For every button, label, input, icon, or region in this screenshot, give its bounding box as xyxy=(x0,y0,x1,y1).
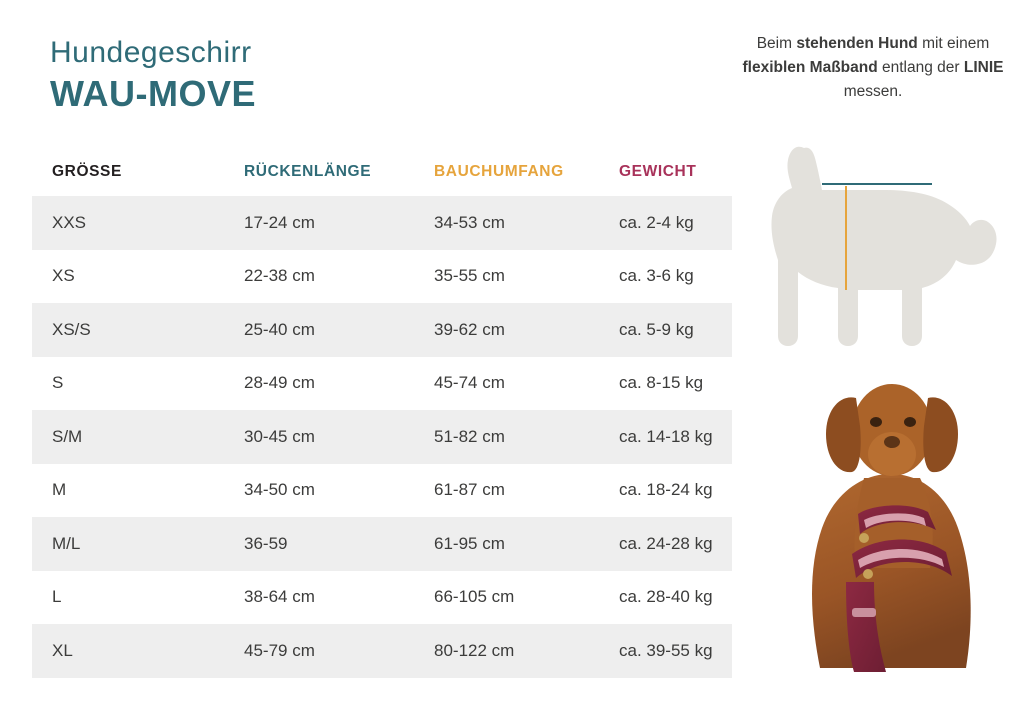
cell-weight: ca. 39-55 kg xyxy=(619,640,713,660)
cell-belly-girth: 35-55 cm xyxy=(434,266,505,286)
column-header-weight: GEWICHT xyxy=(619,163,697,180)
size-table xyxy=(32,148,732,678)
table-row xyxy=(32,303,732,357)
note-bold-3: LINIE xyxy=(963,59,1004,77)
cell-belly-girth: 51-82 cm xyxy=(434,426,505,446)
product-name: WAU-MOVE xyxy=(50,72,256,114)
product-category: Hundegeschirr xyxy=(50,36,252,69)
cell-belly-girth: 61-95 cm xyxy=(434,533,505,553)
cell-weight: ca. 18-24 kg xyxy=(619,480,713,500)
cell-weight: ca. 24-28 kg xyxy=(619,533,713,553)
cell-belly-girth: 39-62 cm xyxy=(434,319,505,339)
cell-size: XS xyxy=(52,266,75,286)
note-bold-2: flexiblen Maßband xyxy=(742,59,878,77)
measuring-instructions xyxy=(742,32,1004,104)
dog-wearing-harness-photo xyxy=(760,368,1010,678)
table-row xyxy=(32,624,732,678)
cell-belly-girth: 34-53 cm xyxy=(434,212,505,232)
cell-back-length: 28-49 cm xyxy=(244,373,315,393)
cell-size: XS/S xyxy=(52,319,91,339)
column-header-size: GRÖSSE xyxy=(52,163,122,180)
cell-size: XL xyxy=(52,640,73,660)
cell-back-length: 22-38 cm xyxy=(244,266,315,286)
cell-size: XXS xyxy=(52,212,87,232)
cell-size: M xyxy=(52,480,67,500)
back-length-measure-line xyxy=(822,183,932,185)
cell-weight: ca. 5-9 kg xyxy=(619,319,694,339)
cell-weight: ca. 2-4 kg xyxy=(619,212,694,232)
note-part-1: Beim xyxy=(756,35,797,52)
cell-belly-girth: 61-87 cm xyxy=(434,480,505,500)
note-part-3: entlang der xyxy=(877,59,964,77)
table-row xyxy=(32,517,732,571)
cell-weight: ca. 8-15 kg xyxy=(619,373,704,393)
cell-back-length: 17-24 cm xyxy=(244,212,315,232)
cell-weight: ca. 28-40 kg xyxy=(619,587,713,607)
cell-back-length: 38-64 cm xyxy=(244,587,315,607)
belly-girth-measure-line xyxy=(845,186,847,290)
note-bold-1: stehenden Hund xyxy=(796,35,918,52)
table-header-row xyxy=(32,148,732,196)
cell-size: M/L xyxy=(52,533,81,553)
cell-belly-girth: 45-74 cm xyxy=(434,373,505,393)
table-row xyxy=(32,571,732,625)
cell-weight: ca. 14-18 kg xyxy=(619,426,713,446)
table-row xyxy=(32,196,732,250)
column-header-belly-girth: BAUCHUMFANG xyxy=(434,163,564,180)
dog-silhouette-icon xyxy=(752,140,1000,358)
cell-back-length: 30-45 cm xyxy=(244,426,315,446)
note-part-4: messen. xyxy=(843,83,903,101)
cell-back-length: 36-59 xyxy=(244,533,288,553)
cell-size: L xyxy=(52,587,62,607)
cell-size: S xyxy=(52,373,64,393)
cell-back-length: 25-40 cm xyxy=(244,319,315,339)
page-title xyxy=(50,36,256,114)
cell-size: S/M xyxy=(52,426,83,446)
cell-back-length: 45-79 cm xyxy=(244,640,315,660)
table-row xyxy=(32,357,732,411)
cell-weight: ca. 3-6 kg xyxy=(619,266,694,286)
column-header-back-length: RÜCKENLÄNGE xyxy=(244,163,372,180)
table-row xyxy=(32,464,732,518)
cell-belly-girth: 80-122 cm xyxy=(434,640,515,660)
cell-back-length: 34-50 cm xyxy=(244,480,315,500)
table-row xyxy=(32,250,732,304)
note-part-2: mit einem xyxy=(917,35,990,52)
table-row xyxy=(32,410,732,464)
cell-belly-girth: 66-105 cm xyxy=(434,587,515,607)
